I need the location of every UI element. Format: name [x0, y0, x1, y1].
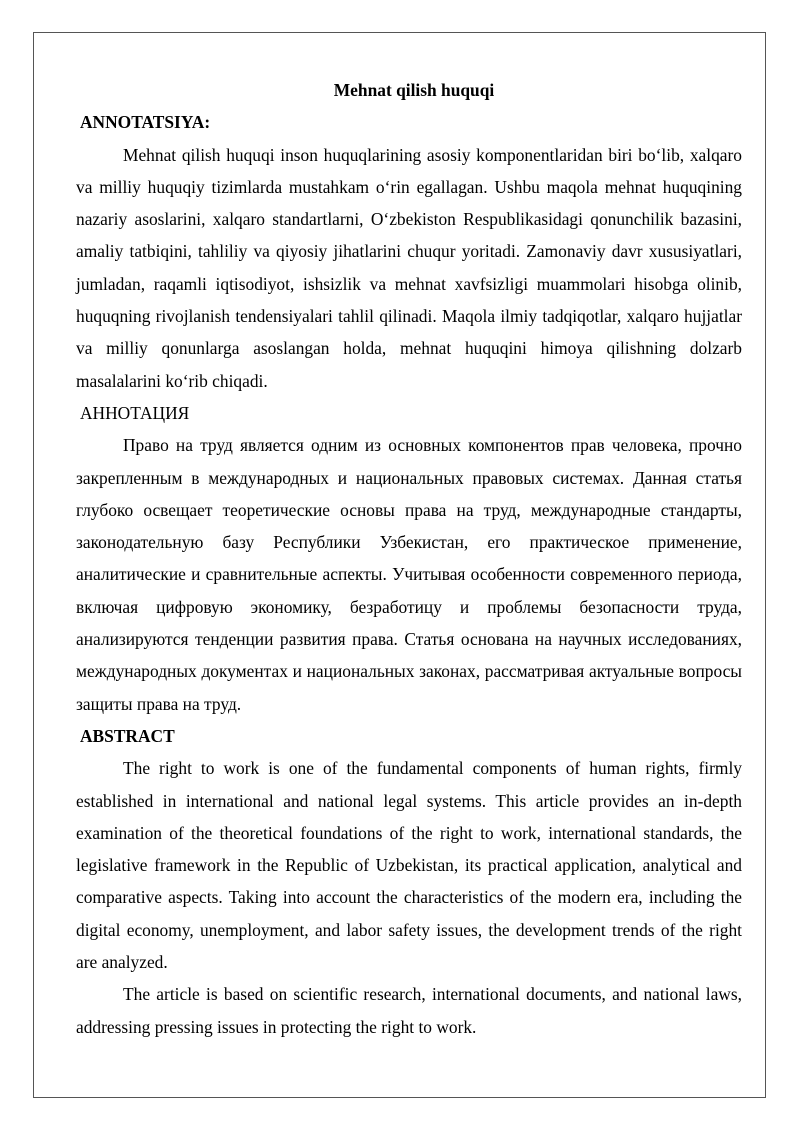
abstract-paragraph-en-2: The article is based on scientific research, international documents, and national laws, addressing pressing issues in protecting the right to work.	[76, 984, 742, 1037]
document-body	[76, 74, 742, 1043]
annotation-paragraph-ru: Право на труд является одним из основных компонентов прав человека, прочно закрепленным в международных и национальных правовых системах. Данная статья глубоко освещает теоретические основы права на труд, международные стандарты, законодательную базу Республики Узбекистан, его практическое применение, аналитические и сравнительные аспекты. Учитывая особенности современного периода, включая цифровую экономику, безработицу и проблемы безопасности труда, анализируются тенденции развития права. Статья основана на научных исследованиях, международных документах и национальных законах, рассматривая актуальные вопросы защиты права на труд.	[76, 435, 742, 714]
abstract-heading-en: ABSTRACT	[80, 725, 175, 746]
annotation-heading-uz: ANNOTATSIYA:	[80, 112, 211, 133]
document-title: Mehnat qilish huquqi	[333, 80, 495, 100]
annotation-paragraph-uz: Mehnat qilish huquqi inson huquqlarining asosiy komponentlaridan biri bo‘lib, xalqaro va milliy huquqiy tizimlarda mustahkam o‘rin egallagan. Ushbu maqola mehnat huquqining nazariy asoslarini, xalqaro standartlarni, O‘zbekiston Respublikasidagi qonunchilik bazasini, amaliy tatbiqini, tahliliy va qiyosiy jihatlarini chuqur yoritadi. Zamonaviy davr xususiyatlari, jumladan, raqamli iqtisodiyot, ishsizlik va mehnat xavfsizligi muammolari hisobga olinib, huquqning rivojlanish tendensiyalari tahlil qilinadi. Maqola ilmiy tadqiqotlar, xalqaro hujjatlar va milliy qonunlarga asoslangan holda, mehnat huquqini himoya qilishning dolzarb masalalarini ko‘rib chiqadi.	[76, 144, 742, 391]
abstract-paragraph-en-1: The right to work is one of the fundamental components of human rights, firmly established in international and national legal systems. This article provides an in-depth examination of the theoretical foundations of the right to work, international standards, the legislative framework in the Republic of Uzbekistan, its practical application, analytical and comparative aspects. Taking into account the characteristics of the modern era, including the digital economy, unemployment, and labor safety issues, the development trends of the right are analyzed.	[76, 758, 742, 973]
annotation-heading-ru: АННОТАЦИЯ	[80, 402, 190, 423]
